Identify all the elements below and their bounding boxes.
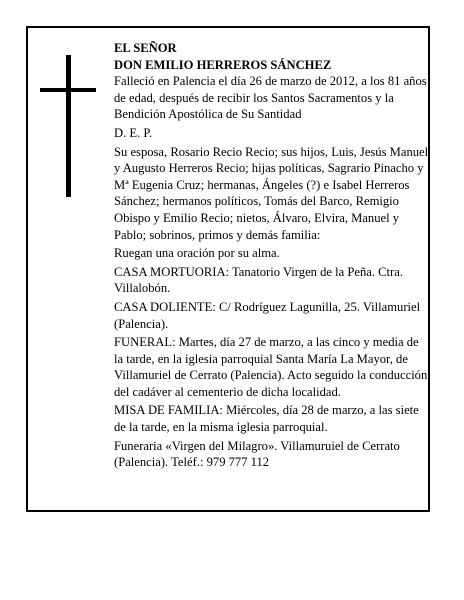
obituary-text <box>114 40 430 473</box>
title-line-1: EL SEÑOR <box>114 41 177 55</box>
family-list: Su esposa, Rosario Recio Recio; sus hijos, Luis, Jesús Manuel y Augusto Herreros Recio; hijas políticas, Sagrario Pinacho y Mª Eugenia Cruz; hermanas, Ángeles (?) e Isabel Herreros Sánchez; hermanos políticos, Tomás del Barco, Remigio Obispo y Emilio Recio; nietos, Álvaro, Elvira, Manuel y Pablo; sobrinos, primos y demás familia: <box>114 144 429 242</box>
mortuary-info: CASA MORTUORIA: Tanatorio Virgen de la Peña. Ctra. Villalobón. <box>114 264 403 296</box>
funeral-home-info: Funeraria «Virgen del Milagro». Villamuruiel de Cerrato (Palencia). Teléf.: 979 777 112 <box>114 438 400 470</box>
cross-vertical-bar <box>66 55 71 197</box>
cross-horizontal-bar <box>40 88 96 92</box>
mourning-house-info: CASA DOLIENTE: C/ Rodríguez Lagunilla, 25. Villamuriel (Palencia). <box>114 299 421 331</box>
prayer-request: Ruegan una oración por su alma. <box>114 246 280 261</box>
family-mass-info: MISA DE FAMILIA: Miércoles, día 28 de marzo, a las siete de la tarde, en la misma iglesia parroquial. <box>114 403 419 435</box>
death-announcement: Falleció en Palencia el día 26 de marzo de 2012, a los 81 años de edad, después de recibir los Santos Sacramentos y la Bendición Apostólica de Su Santidad <box>114 74 427 122</box>
obituary-notice <box>26 26 430 512</box>
funeral-info: FUNERAL: Martes, día 27 de marzo, a las cinco y media de la tarde, en la iglesia parroquial Santa María La Mayor, de Villamuriel de Cerrato (Palencia). Acto seguido la conducción del cadáver al cementerio de dicha localidad. <box>114 335 428 399</box>
cross-icon <box>40 55 96 197</box>
deceased-name: DON EMILIO HERREROS SÁNCHEZ <box>114 57 332 72</box>
rip-line: D. E. P. <box>114 125 153 140</box>
